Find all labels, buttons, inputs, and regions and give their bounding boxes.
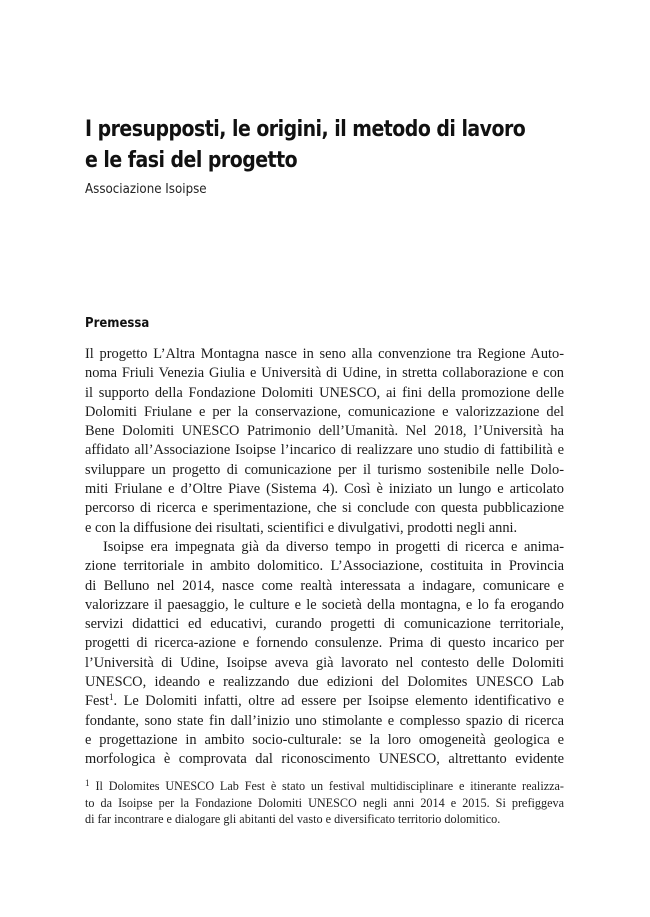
- text-fragment: . Le Dolomiti infatti, oltre ad essere per Isoipse elemento identificativo e: [113, 693, 564, 710]
- text-line: fondante, sono state fin dall’inizio uno stimolante e complesso spazio di ricerca: [85, 712, 564, 729]
- text-line: sviluppare un progetto di comunicazione per il turismo sostenibile nelle Dolo-: [85, 461, 564, 478]
- text-line: miti Friulane e d’Oltre Piave (Sistema 4). Così è iniziato un lungo e articolato: [85, 481, 564, 498]
- body-text: [85, 345, 564, 770]
- text-line-with-footnote: [85, 692, 564, 711]
- footnote-text: Il Dolomites UNESCO Lab Fest è stato un festival multidisciplinare e itinerante realizza-: [95, 779, 564, 793]
- footnote-line: di far incontrare e dialogare gli abitanti del vasto e diversificato territorio dolomitico.: [85, 812, 501, 827]
- text-line: UNESCO, ideando e realizzando due edizioni del Dolomites UNESCO Lab: [85, 674, 564, 691]
- author-name: Associazione Isoipse: [85, 181, 207, 197]
- footnote: [85, 778, 564, 828]
- text-line: affidato all’Associazione Isoipse l’incarico di realizzare uno studio di fattibilità e: [85, 442, 564, 459]
- section-heading: Premessa: [85, 316, 150, 331]
- text-line: il supporto della Fondazione Dolomiti UNESCO, ai fini della promozione delle: [85, 384, 564, 401]
- text-line: valorizzare il paesaggio, le culture e le società della montagna, e lo fa erogando: [85, 596, 564, 613]
- text-line: progetti di ricerca-azione e fornendo consulenze. Prima di questo incarico per: [85, 635, 564, 652]
- text-line: e con la diffusione dei risultati, scientifici e divulgativi, prodotti negli anni.: [85, 519, 518, 536]
- paragraph-2: [85, 538, 564, 770]
- footnote-number: 1: [85, 778, 90, 788]
- text-fragment: Fest: [85, 693, 109, 710]
- text-line: l’Università di Udine, Isoipse aveva già lavorato nel contesto delle Dolomiti: [85, 654, 564, 671]
- text-line: e progettazione in ambito socio-culturale: se la loro omogeneità geologica e: [85, 731, 564, 748]
- footnote-line: [85, 778, 564, 795]
- text-line: Il progetto L’Altra Montagna nasce in seno alla convenzione tra Regione Auto-: [85, 346, 564, 362]
- text-line: percorso di ricerca e sperimentazione, che si conclude con questa pubblicazione: [85, 500, 564, 517]
- chapter-title-line-1: I presupposti, le origini, il metodo di lavoro: [85, 117, 526, 142]
- text-line: zione territoriale in ambito dolomitico. L’Associazione, costituita in Provincia: [85, 558, 564, 575]
- footnote-line: to da Isoipse per la Fondazione Dolomiti UNESCO negli anni 2014 e 2015. Si prefiggeva: [85, 795, 564, 810]
- text-line: servizi didattici ed educativi, curando progetti di comunicazione territoriale,: [85, 616, 564, 633]
- text-line: Isoipse era impegnata già da diverso tempo in progetti di ricerca e anima-: [103, 538, 564, 555]
- paragraph-1: [85, 345, 564, 538]
- text-line: Bene Dolomiti UNESCO Patrimonio dell’Umanità. Nel 2018, l’Università ha: [85, 423, 564, 440]
- footnote-reference[interactable]: 1: [109, 692, 114, 703]
- text-line: noma Friuli Venezia Giulia e Università di Udine, in stretta collaborazione e con: [85, 365, 564, 382]
- text-line: morfologica è comprovata dal riconoscimento UNESCO, altrettanto evidente: [85, 751, 564, 768]
- text-line: Dolomiti Friulane e per la conservazione, comunicazione e valorizzazione del: [85, 403, 564, 420]
- text-line: di Belluno nel 2014, nasce come realtà interessata a indagare, comunicare e: [85, 577, 564, 594]
- chapter-title: [85, 114, 526, 176]
- chapter-title-line-2: e le fasi del progetto: [85, 148, 298, 173]
